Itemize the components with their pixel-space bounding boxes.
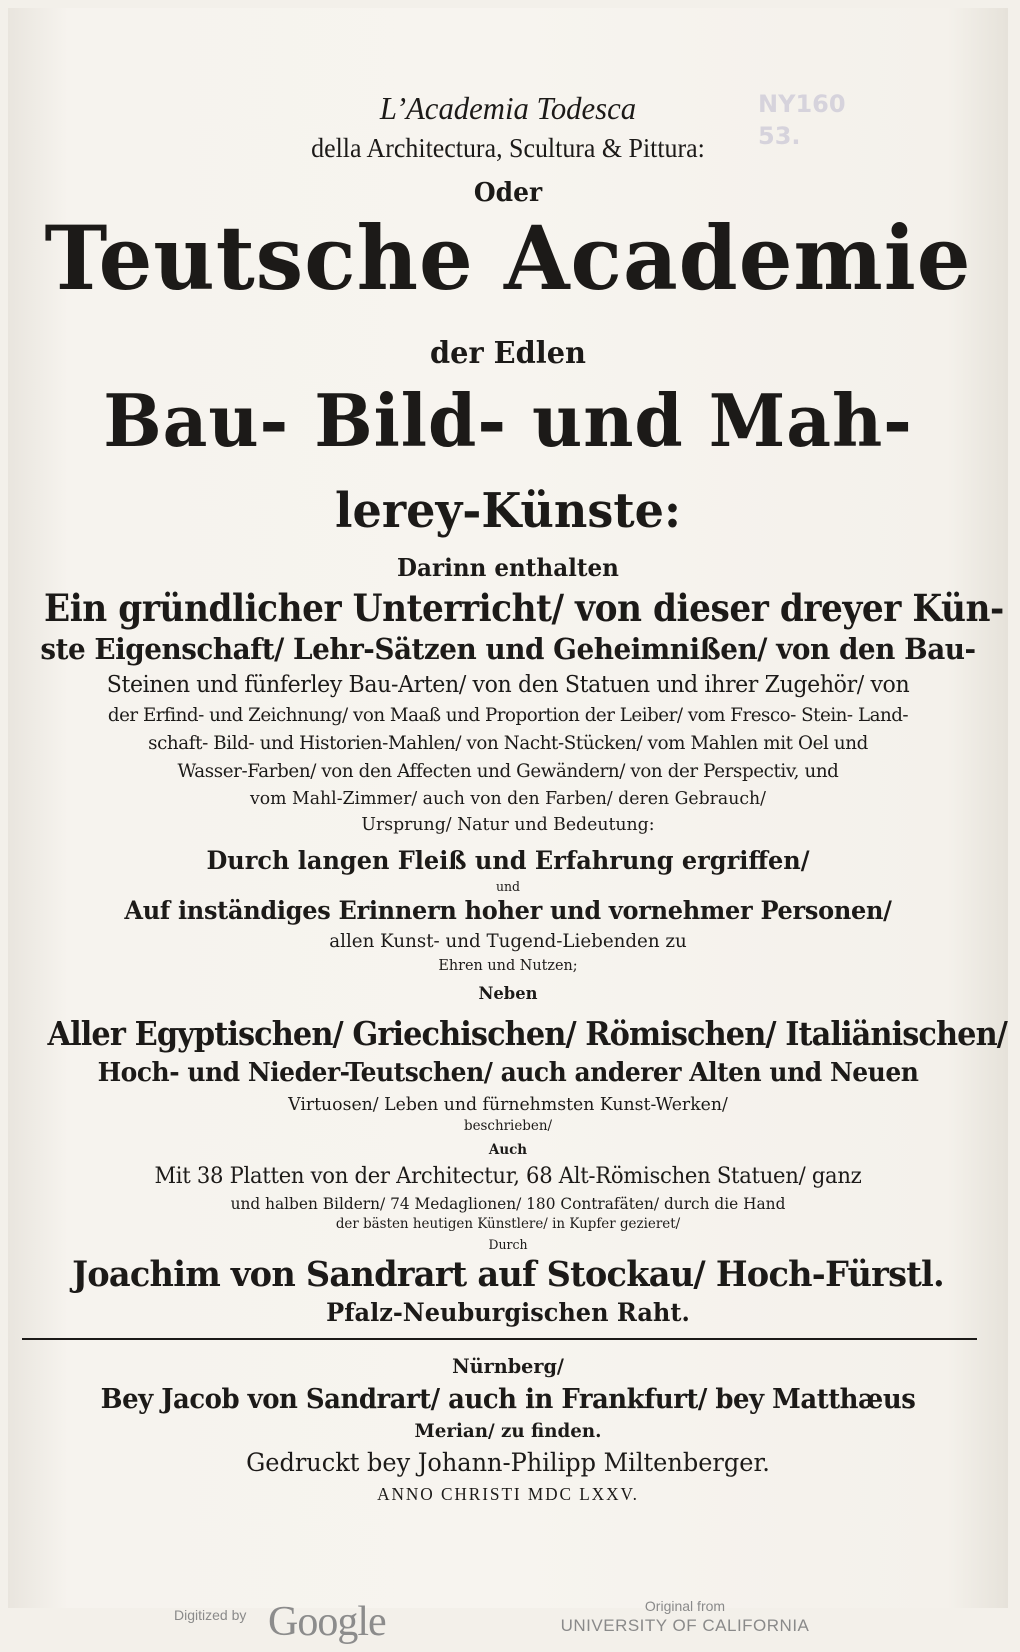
title-line-5: der Edlen [430,336,586,371]
body-line-23: Durch [488,1238,528,1253]
body-intro: Darinn enthalten [397,553,619,582]
subtitle-arts: Bau- Bild- und Mah- [103,378,913,463]
body-line-9: Durch langen Fleiß und Erfahrung ergriffen/ [206,846,810,875]
body-line-11: Auf inständiges Erinnern hoher und vornehmer Personen/ [124,896,892,925]
body-line-19: Auch [488,1142,528,1158]
body-line-13: Ehren und Nutzen; [438,956,578,974]
author-line: Joachim von Sandrart auf Stockau/ Hoch-Fürstl. [72,1254,944,1295]
body-line-4: der Erfind- und Zeichnung/ von Maaß und Proportion der Leiber/ vom Fresco- Stein- Land- [107,704,909,726]
digitized-by-label: Digitized by [174,1607,247,1623]
body-line-12: allen Kunst- und Tugend-Liebenden zu [329,930,687,952]
institution-label: UNIVERSITY OF CALIFORNIA [560,1616,810,1635]
title-line-1: L’Academia Todesca [379,90,637,126]
title-line-2: della Architectura, Scultura & Pittura: [311,133,705,163]
body-line-14: Neben [478,984,538,1004]
body-line-20: Mit 38 Platten von der Architectur, 68 Alt-Römischen Statuen/ ganz [154,1164,862,1189]
body-line-16: Hoch- und Nieder-Teutschen/ auch anderer Alten und Neuen [97,1058,919,1088]
author-title: Pfalz-Neuburgischen Raht. [326,1298,690,1327]
main-title: Teutsche Academie [44,206,972,310]
body-line-7: vom Mahl-Zimmer/ auch von den Farben/ deren Gebrauch/ [250,788,766,809]
body-line-18: beschrieben/ [463,1118,553,1134]
body-line-10: und [495,880,521,895]
library-shelfmark: NY160 53. [758,90,846,150]
imprint-line-1: Bey Jacob von Sandrart/ auch in Frankfurt/ bey Matthæus [100,1384,916,1415]
body-line-5: schaft- Bild- und Historien-Mahlen/ von Nacht-Stücken/ vom Mahlen mit Oel und [148,732,868,754]
title-page [8,8,1008,1608]
body-line-1: Ein gründlicher Unterricht/ von dieser dreyer Kün- [44,586,1004,630]
original-from-label: Original from [644,1598,726,1614]
body-line-3: Steinen und fünferley Bau-Arten/ von den Statuen und ihrer Zugehör/ von [106,672,910,698]
body-line-22: der bästen heutigen Künstlere/ in Kupfer gezieret/ [335,1216,681,1232]
imprint-rule [22,1338,977,1340]
imprint-place: Nürnberg/ [452,1354,564,1378]
body-line-15: Aller Egyptischen/ Griechischen/ Römischen/ Italiänischen/ [47,1014,1007,1053]
title-line-3: Oder [473,178,543,208]
body-line-2: ste Eigenschaft/ Lehr-Sätzen und Geheimnißen/ von den Bau- [40,632,976,666]
body-line-6: Wasser-Farben/ von den Affecten und Gewändern/ von der Perspectiv, und [177,760,839,782]
body-line-21: und halben Bildern/ 74 Medaglionen/ 180 Contrafäten/ durch die Hand [230,1194,786,1213]
google-logo: Google [268,1599,386,1645]
subtitle-arts-2: lerey-Künste: [335,483,681,539]
body-line-17: Virtuosen/ Leben und fürnehmsten Kunst-Werken/ [288,1094,728,1115]
imprint-line-3: Gedruckt bey Johann-Philipp Miltenberger. [246,1448,770,1477]
imprint-line-2: Merian/ zu finden. [414,1420,602,1442]
body-line-8: Ursprung/ Natur und Bedeutung: [361,814,655,835]
original-from-block [555,1598,815,1636]
imprint-date: ANNO CHRISTI MDC LXXV. [377,1484,639,1504]
